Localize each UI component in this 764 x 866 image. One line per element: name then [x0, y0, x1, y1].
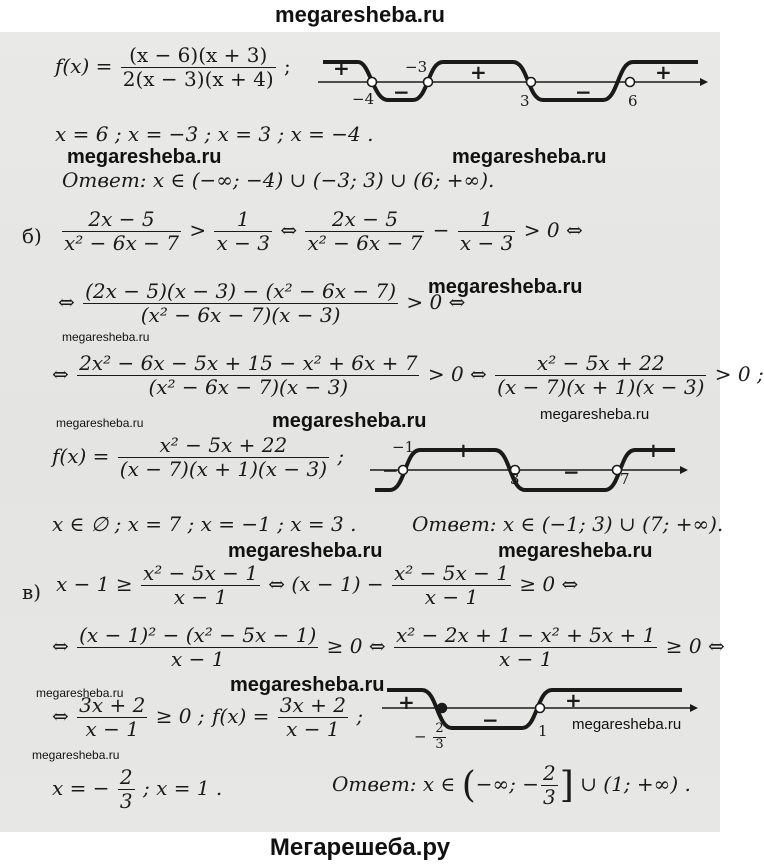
site-footer[interactable]: Мегарешеба.ру [269, 834, 451, 861]
watermark: megaresheba.ru [228, 540, 383, 562]
sign-plus: + [645, 438, 662, 462]
sign-minus: − [575, 80, 592, 104]
point-label: 7 [620, 470, 630, 488]
sign-plus: + [565, 688, 582, 712]
part-b-line-2: ⇔ $\frac{\text{(2x − 5)(x − 3) − (x² − 6x − 7)}}{\text{(x² − 6x − 7)(x − 3)}}$ > 0 ⇔ [58, 279, 466, 327]
point-label: 3 [520, 92, 530, 110]
point-label: −3 [405, 58, 428, 76]
part-c-answer: Ответ: x ∈ (−∞; − $\frac{2}{3}$ ] ∪ (1; +∞) . [332, 761, 691, 809]
part-b-function: f(x) = $\frac{\text{x² − 5x + 22}}{(x - 7)(x + 1)(x - 3)}$ ; [52, 433, 345, 481]
point-label: 6 [628, 92, 638, 110]
watermark: megaresheba.ru [230, 674, 385, 696]
watermark: megaresheba.ru [36, 686, 124, 700]
part-c-line-2: ⇔ $\frac{\text{(x − 1)² − (x² − 5x − 1)}}{x - 1}$ ≥ 0 ⇔ $\frac{\text{x² − 2x + 1 − x² + 5x + 1}}{x - 1}$ ≥ 0 ⇔ [52, 623, 725, 671]
part-a-function: f(x) = $\frac{(x - 6)(x + 3)}{2(x - 3)(x + 4)}$ ; [55, 43, 291, 91]
part-c-line-1: x − 1 ≥ $\frac{\text{x² − 5x − 1}}{x - 1}$ ⇔ (x − 1) − $\frac{\text{x² − 5x − 1}}{x - 1}$ ≥ 0 ⇔ [56, 561, 579, 609]
part-b-label: б) [22, 224, 42, 248]
part-b-answer: Ответ: x ∈ (−1; 3) ∪ (7; +∞). [412, 512, 724, 536]
watermark: megaresheba.ru [428, 276, 583, 298]
sign-chart-b [370, 438, 688, 498]
part-a-roots: x = 6 ; x = −3 ; x = 3 ; x = −4 . [55, 122, 374, 146]
part-b-roots: x ∈ ∅ ; x = 7 ; x = −1 ; x = 3 . [52, 512, 357, 536]
sign-minus: − [482, 708, 499, 732]
point-label: −1 [392, 438, 415, 456]
watermark: megaresheba.ru [498, 540, 653, 562]
sign-plus: + [655, 60, 672, 84]
sign-plus: + [455, 438, 472, 462]
part-c-function: f(x) = $\frac{3x + 2}{x - 1}$ ; [212, 693, 364, 741]
point-label: 1 [538, 722, 548, 740]
watermark: megaresheba.ru [572, 716, 682, 733]
site-header[interactable]: megaresheba.ru [275, 2, 445, 27]
part-c-roots: x = − $\frac{2}{3}$ ; x = 1 . [52, 765, 223, 813]
part-c-line-3: ⇔ $\frac{3x + 2}{x - 1}$ ≥ 0 ; [52, 693, 205, 741]
sign-minus: − [393, 80, 410, 104]
part-b-line-3: ⇔ $\frac{\text{2x² − 6x − 5x + 15 − x² + 6x + 7}}{\text{(x² − 6x − 7)(x − 3)}}$ > 0 ⇔ $\frac{\text{x² − 5x + 22}}{(x - 7)(x + 1)(x - 3)}$ > 0 ; [52, 351, 764, 399]
part-b-line-1: $\frac{2x - 5}{\text{x² − 6x − 7}}$ > $\frac{1}{x - 3}$ ⇔ $\frac{2x - 5}{\text{x² − 6x − 7}}$ − $\frac{1}{x - 3}$ > 0 ⇔ [64, 207, 583, 255]
watermark: megaresheba.ru [67, 146, 222, 168]
sign-plus: + [333, 56, 350, 80]
sign-minus: − [563, 460, 580, 484]
sign-plus: + [470, 60, 487, 84]
point-label-fraction: − $\frac{2}{3}$ [414, 721, 444, 752]
point-label: −4 [352, 90, 375, 108]
watermark: megaresheba.ru [62, 330, 150, 344]
part-c-label: в) [22, 580, 42, 604]
sign-minus: − [382, 458, 399, 482]
point-label: 3 [510, 470, 520, 488]
sign-plus: + [398, 690, 415, 714]
watermark: megaresheba.ru [272, 410, 427, 432]
sign-chart-a [318, 50, 708, 110]
watermark: megaresheba.ru [56, 416, 144, 430]
watermark: megaresheba.ru [452, 146, 607, 168]
watermark: megaresheba.ru [32, 748, 120, 762]
part-a-answer: Ответ: x ∈ (−∞; −4) ∪ (−3; 3) ∪ (6; +∞). [62, 168, 495, 192]
watermark: megaresheba.ru [540, 406, 650, 423]
